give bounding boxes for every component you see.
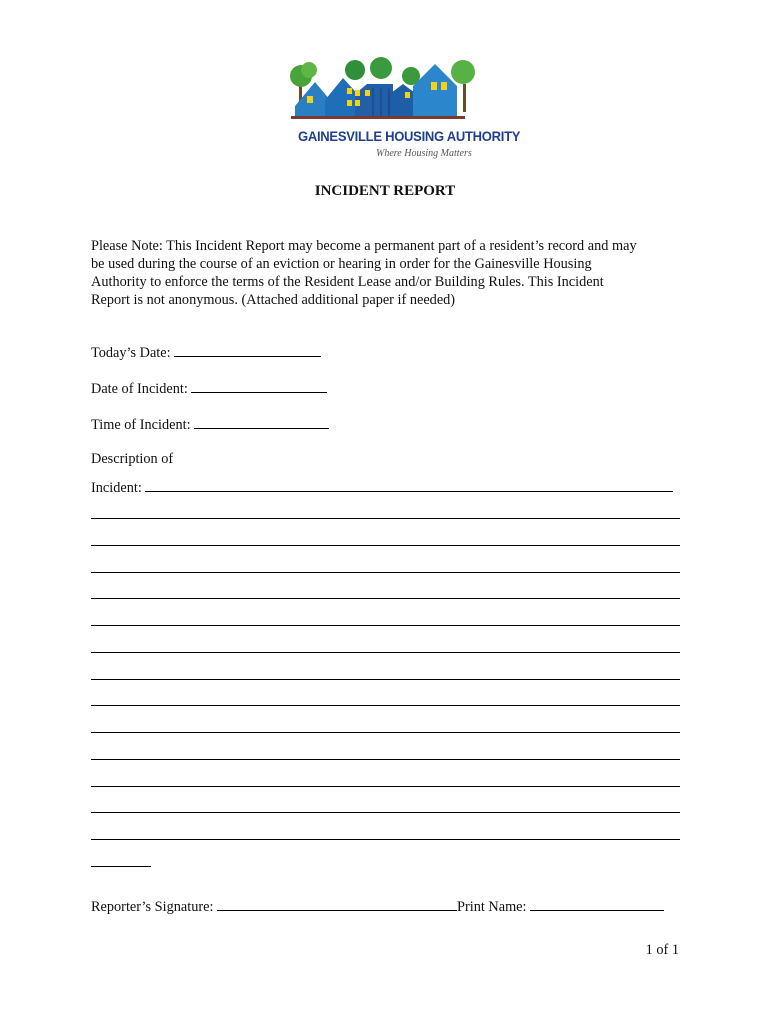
logo-tagline: Where Housing Matters: [376, 148, 472, 159]
description-line[interactable]: [91, 518, 680, 519]
reporter-signature-label: Reporter’s Signature:: [91, 899, 214, 915]
description-label: Description of: [91, 451, 174, 467]
time-of-incident-blank[interactable]: [194, 416, 329, 429]
description-line[interactable]: [91, 786, 680, 787]
ground-line-icon: [291, 116, 465, 119]
incident-label: Incident:: [91, 480, 142, 496]
print-name-blank[interactable]: [530, 898, 664, 911]
description-line-end[interactable]: [91, 866, 151, 867]
date-of-incident-blank[interactable]: [191, 380, 327, 393]
page-number: 1 of 1: [645, 942, 679, 958]
notice-line: be used during the course of an eviction or hearing in order for the Gainesville Housing: [91, 256, 592, 272]
date-of-incident-label: Date of Incident:: [91, 381, 188, 397]
description-line[interactable]: [91, 839, 680, 840]
notice-line: Please Note: This Incident Report may become a permanent part of a resident’s record and may: [91, 238, 637, 254]
logo-title: GAINESVILLE HOUSING AUTHORITY: [298, 128, 521, 144]
description-line[interactable]: [91, 759, 680, 760]
todays-date-blank[interactable]: [174, 344, 321, 357]
notice-paragraph: [91, 237, 691, 309]
description-line[interactable]: [91, 572, 680, 573]
description-line[interactable]: [91, 705, 680, 706]
reporter-signature-blank[interactable]: [217, 898, 457, 911]
print-name-label: Print Name:: [457, 899, 527, 915]
description-blank-first[interactable]: [145, 479, 673, 492]
description-line[interactable]: [91, 812, 680, 813]
description-line[interactable]: [91, 545, 680, 546]
description-line[interactable]: [91, 732, 680, 733]
time-of-incident-label: Time of Incident:: [91, 417, 191, 433]
description-line[interactable]: [91, 598, 680, 599]
signature-row: [91, 898, 664, 916]
form-title: INCIDENT REPORT: [314, 183, 456, 199]
todays-date-label: Today’s Date:: [91, 345, 171, 361]
description-line[interactable]: [91, 625, 680, 626]
tree-center-icon: [345, 57, 420, 85]
description-first-row: [91, 479, 673, 497]
description-line[interactable]: [91, 652, 680, 653]
description-line[interactable]: [91, 679, 680, 680]
notice-line: Report is not anonymous. (Attached additional paper if needed): [91, 292, 456, 308]
todays-date-field-row: [91, 344, 321, 362]
date-of-incident-field-row: [91, 380, 327, 398]
time-of-incident-field-row: [91, 416, 329, 434]
notice-line: Authority to enforce the terms of the Resident Lease and/or Building Rules. This Incident: [91, 274, 604, 290]
